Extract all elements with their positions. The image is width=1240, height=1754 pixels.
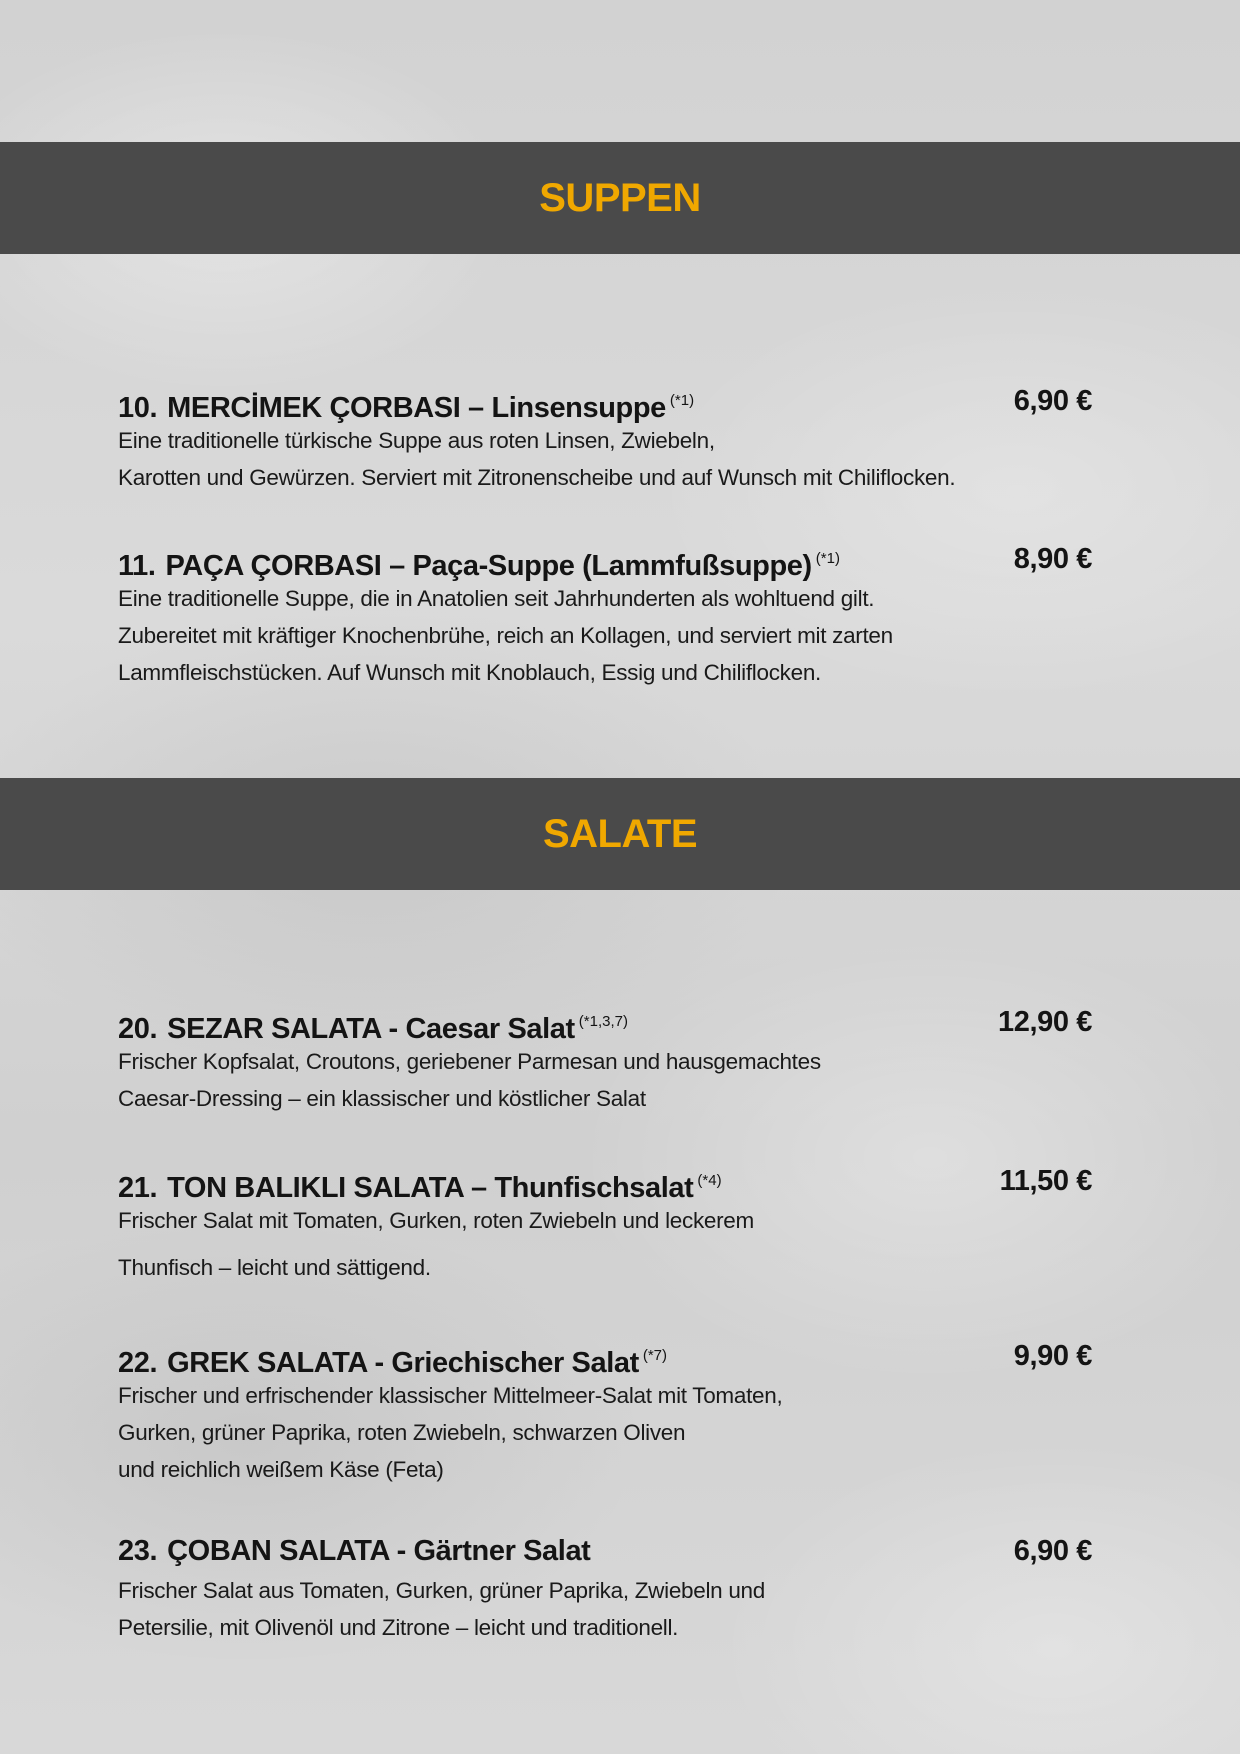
description-line: Eine traditionelle türkische Suppe aus roten Linsen, Zwiebeln, [118,428,715,453]
menu-item-header [118,1337,1092,1379]
allergen-note: (*1,3,7) [578,1013,628,1030]
description-line: Gurken, grüner Paprika, roten Zwiebeln, schwarzen Oliven [118,1420,686,1445]
item-number: 10. [118,392,158,424]
item-number: 22. [118,1347,158,1379]
allergen-note: (*1) [815,550,840,567]
menu-item-11 [118,540,1092,691]
allergen-note: (*4) [697,1172,722,1189]
description-line: Eine traditionelle Suppe, die in Anatolien seit Jahrhunderten als wohltuend gilt. [118,586,875,611]
item-name: SEZAR SALATA - Caesar Salat [167,1013,575,1045]
menu-item-23 [118,1532,1092,1646]
description-line: und reichlich weißem Käse (Feta) [118,1457,444,1482]
menu-item-title [118,392,694,424]
section-title-suppen: SUPPEN [539,175,701,220]
menu-item-title [118,1172,722,1204]
item-name: GREK SALATA - Griechischer Salat [167,1347,639,1379]
section-title-salate: SALATE [542,811,698,856]
menu-item-title [118,1347,667,1379]
menu-item-header [118,1162,1092,1204]
item-price: 6,90 € [1013,385,1092,417]
item-number: 23. [118,1535,158,1567]
item-description [118,1377,1092,1488]
description-line: Frischer Salat aus Tomaten, Gurken, grüner Paprika, Zwiebeln und [118,1578,765,1603]
allergen-note: (*1) [669,392,695,409]
menu-item-20 [118,1003,1092,1117]
menu-item-header [118,540,1092,582]
description-line: Caesar-Dressing – ein klassischer und köstlicher Salat [118,1086,646,1111]
menu-item-header [118,382,1092,424]
item-name: MERCİMEK ÇORBASI – Linsensuppe [167,392,666,424]
description-line: Petersilie, mit Olivenöl und Zitrone – leicht und traditionell. [118,1615,679,1640]
item-number: 11. [118,550,156,582]
description-line: Frischer Kopfsalat, Croutons, geriebener Parmesan und hausgemachtes [118,1049,821,1074]
item-name: ÇOBAN SALATA - Gärtner Salat [167,1535,591,1567]
menu-item-header [118,1532,1092,1570]
section-header-suppen [0,142,1240,254]
description-line: Karotten und Gewürzen. Serviert mit Zitronenscheibe und auf Wunsch mit Chiliflocken. [118,465,956,490]
menu-item-title [118,550,840,582]
item-description [118,1202,1092,1286]
section-header-salate [0,778,1240,890]
item-description [118,1572,1092,1646]
description-line: Lammfleischstücken. Auf Wunsch mit Knoblauch, Essig und Chiliflocken. [118,660,821,685]
menu-item-header [118,1003,1092,1045]
item-name: TON BALIKLI SALATA – Thunfischsalat [167,1172,694,1204]
menu-item-21 [118,1162,1092,1286]
description-line: Thunfisch – leicht und sättigend. [118,1255,431,1280]
description-line: Zubereitet mit kräftiger Knochenbrühe, reich an Kollagen, und serviert mit zarten [118,623,893,648]
item-price: 11,50 € [999,1165,1092,1197]
item-name: PAÇA ÇORBASI – Paça-Suppe (Lammfußsuppe) [165,550,812,582]
menu-item-10 [118,382,1092,496]
item-description [118,422,1092,496]
item-price: 6,90 € [1013,1535,1092,1567]
item-price: 9,90 € [1013,1340,1092,1372]
item-price: 8,90 € [1013,543,1092,575]
menu-item-title [118,1013,628,1045]
item-number: 20. [118,1013,158,1045]
menu-item-title [118,1535,590,1567]
item-number: 21. [118,1172,158,1204]
allergen-note: (*7) [642,1347,668,1364]
item-price: 12,90 € [998,1006,1092,1038]
description-line: Frischer und erfrischender klassischer Mittelmeer-Salat mit Tomaten, [118,1383,783,1408]
description-line: Frischer Salat mit Tomaten, Gurken, roten Zwiebeln und leckerem [118,1208,754,1233]
menu-item-22 [118,1337,1092,1488]
item-description [118,1043,1092,1117]
item-description [118,580,1092,691]
